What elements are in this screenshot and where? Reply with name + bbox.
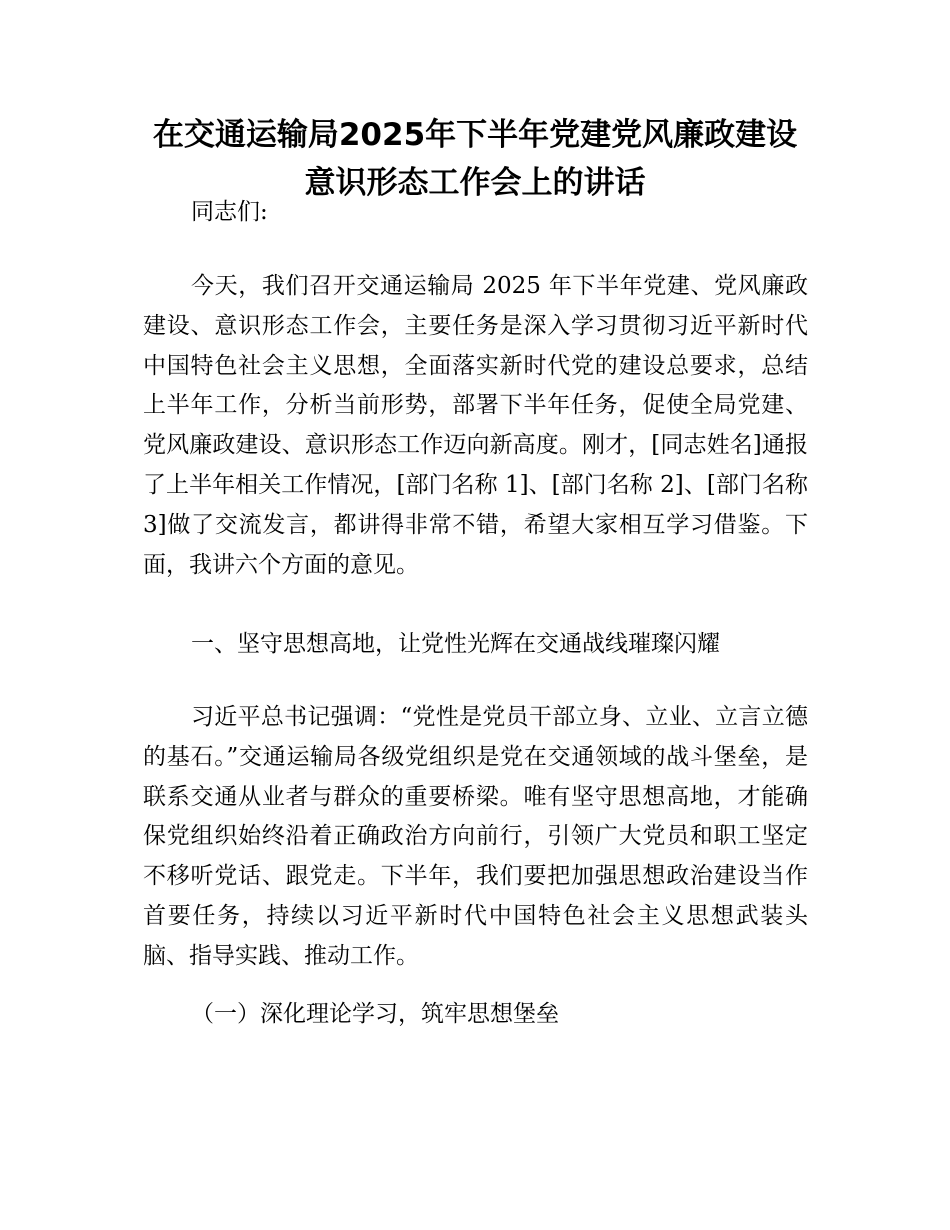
sub-heading-1: （一）深化理论学习，筑牢思想堡垒 [191, 1001, 559, 1027]
section-heading-1: 一、坚守思想高地，让党性光辉在交通战线璀璨闪耀 [191, 631, 720, 657]
paragraph-opening: 今天，我们召开交通运输局 2025 年下半年党建、党风廉政建设、意识形态工作会，主要任务是深入学习贯彻习近平新时代中国特色社会主义思想，全面落实新时代党的建设总要求，总结上半年工作，分析当前形势，部署下半年任务，促使全局党建、党风廉政建设、意识形态工作迈向新高度。刚才，[同志姓名]通报了上半年相关工作情况，[部门名称 1]、[部门名称 2]、[部门名称 3]做了交流发言，都讲得非常不错，希望大家相互学习借鉴。下面，我讲六个方面的意见。 [143, 273, 808, 578]
document-title-line-2: 意识形态工作会上的讲话 [304, 165, 646, 201]
salutation: 同志们: [191, 199, 268, 225]
document-title-line-1: 在交通运输局2025年下半年党建党风廉政建设 [152, 117, 798, 153]
paragraph-section-1: 习近平总书记强调：“党性是党员干部立身、立业、立言立德的基石。”交通运输局各级党组织是党在交通领域的战斗堡垒，是联系交通从业者与群众的重要桥梁。唯有坚守思想高地，才能确保党组织始终沿着正确政治方向前行，引领广大党员和职工坚定不移听党话、跟党走。下半年，我们要把加强思想政治建设当作首要任务，持续以习近平新时代中国特色社会主义思想武装头脑、指导实践、推动工作。 [143, 704, 808, 969]
